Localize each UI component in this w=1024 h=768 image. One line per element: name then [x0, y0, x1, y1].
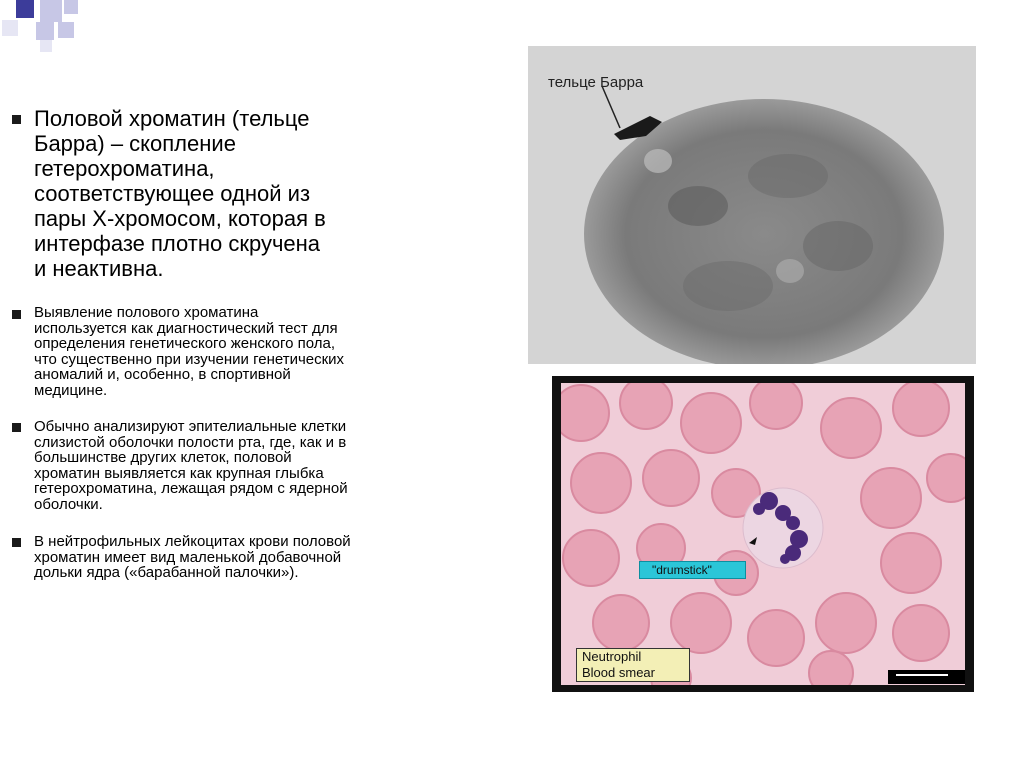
bullet-marker [12, 115, 21, 124]
bullet-text: Обычно анализируют эпителиальные клетки слизистой оболочки полости рта, где, как и в большинстве других клеток, половой хроматин выявляется как крупная глыбка гетерохроматина, лежащая рядом с ядерной оболочки. [34, 418, 348, 513]
bullet-text: В нейтрофильных лейкоцитах крови половой хроматин имеет вид маленькой добавочной дольки ядра («барабанной палочки»). [34, 533, 351, 582]
scale-bar [888, 670, 965, 684]
deco-square [40, 40, 52, 52]
barr-body-label: тельце Барра [548, 74, 644, 91]
deco-square [16, 0, 34, 18]
drumstick-label: "drumstick" [639, 561, 746, 579]
blood-smear-image [552, 376, 974, 692]
deco-square [2, 20, 18, 36]
scale-bar-line [896, 674, 948, 676]
blood-smear-drawing [561, 383, 965, 685]
deco-square [36, 22, 54, 40]
deco-square [64, 0, 78, 14]
caption-line: Neutrophil [582, 649, 642, 664]
bullet-text: Половой хроматин (тельце Барра) – скопление гетерохроматина, соответствующее одной из пары Х-хромосом, которая в интерфазе плотно скручена и неактивна. [34, 106, 326, 281]
smear-caption [576, 648, 690, 682]
bullet-marker [12, 538, 21, 547]
bullet-marker [12, 423, 21, 432]
bullet-text: Выявление полового хроматина используется как диагностический тест для определения генетического женского пола, что существенно при изучении генетических аномалий и, особенно, в спортивной медицине. [34, 304, 345, 399]
blood-smear-field [561, 383, 965, 685]
bullet-marker [12, 310, 21, 319]
barr-body-image [528, 46, 976, 364]
barr-cell-drawing [528, 46, 976, 364]
deco-square [58, 22, 74, 38]
deco-square [40, 0, 62, 22]
caption-line: Blood smear [582, 665, 655, 680]
